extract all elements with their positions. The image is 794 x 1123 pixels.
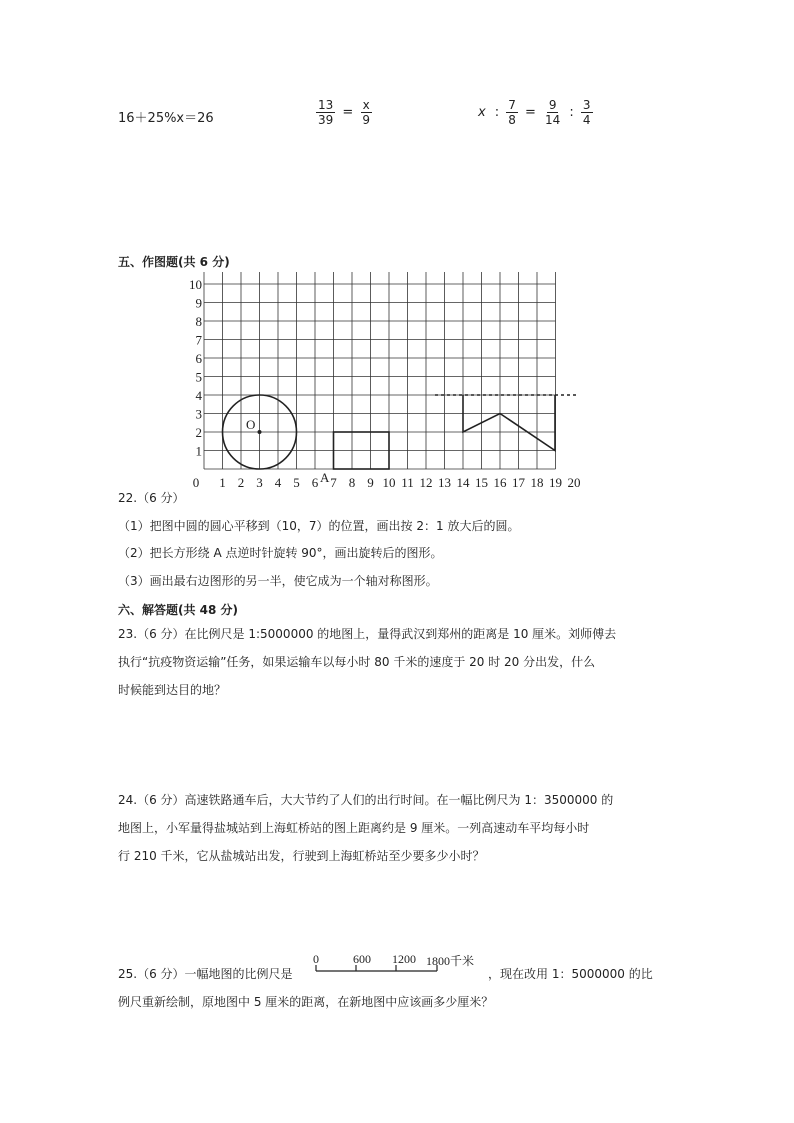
y-tick-label: 4 [195,388,202,403]
y-tick-label: 8 [195,314,202,329]
q23-line-1: 23.（6 分）在比例尺是 1:5000000 的地图上，量得武汉到郑州的距离是 10 厘米。刘师傅去 [118,627,617,641]
scale-label-600: 600 [353,952,371,966]
half-figure-shape [463,395,555,451]
q25-prefix: 25.（6 分）一幅地图的比例尺是 [118,967,293,981]
x-tick-label: 20 [567,475,581,490]
scale-bar [310,951,490,983]
equation-2 [316,98,372,127]
x-tick-label: 19 [549,475,562,490]
circle-center-dot [258,430,262,434]
x-tick-label: 2 [237,475,245,490]
x-tick-label: 7 [330,475,337,490]
q25-line-2: 例尺重新绘制，原地图中 5 厘米的距离，在新地图中应该画多少厘米？ [118,995,494,1009]
y-tick-label [189,272,202,274]
equation-1: 16＋25%x＝26 [118,111,214,126]
y-tick-label: 2 [195,425,202,440]
point-a-label: A [320,470,330,485]
equals-sign: = [342,105,354,120]
section-5-heading: 五、作图题(共 6 分) [118,255,230,269]
y-tick-label: 3 [195,406,202,422]
y-tick-label: 7 [195,332,202,348]
q22-item-1: （1）把图中圆的圆心平移到（10，7）的位置，画出按 2：1 放大后的圆。 [118,519,520,533]
q24-line-2: 地图上，小军量得盐城站到上海虹桥站的图上距离约是 9 厘米。一列高速动车平均每小时 [118,821,590,835]
q23-line-2: 执行“抗疫物资运输”任务，如果运输车以每小时 80 千米的速度于 20 时 20 分出发，什么 [118,655,596,669]
q25-suffix: ，现在改用 1：5000000 的比 [488,967,653,981]
equation-3: x : $\frac{7}{8}$ = $\frac{9}{14}$ : $\frac{3}{4}$ [478,98,591,127]
q22-item-3: （3）画出最右边图形的另一半，使它成为一个轴对称图形。 [118,574,438,588]
section-6-heading: 六、解答题(共 48 分) [118,603,239,617]
x-tick-label: 18 [530,475,544,490]
x-tick-label: 13 [438,475,451,490]
q22-item-2: （2）把长方形绕 A 点逆时针旋转 90°，画出旋转后的图形。 [118,546,443,560]
circle-center-label: O [246,417,256,432]
fraction-13-39: $\frac{13}{39}$ [318,98,334,127]
x-tick-label: 11 [401,475,414,490]
x-tick-label: 10 [382,475,396,490]
q24-line-3: 行 210 千米，它从盐城站出发，行驶到上海虹桥站至少要多少小时？ [118,849,485,863]
fraction-9-14: $\frac{9}{14}$ [545,98,561,127]
fraction-x-9: $\frac{x}{9}$ [362,98,371,127]
scale-label-1200: 1200 [392,952,416,966]
scale-label-0: 0 [313,952,319,966]
scale-label-1800: 1800千米 [426,954,475,968]
coordinate-grid [170,272,590,504]
y-tick-label: 6 [195,351,202,366]
y-tick-label: 5 [195,369,202,385]
x-tick-label: 12 [419,475,433,490]
q23-line-3: 时候能到达目的地？ [118,683,227,697]
x-tick-label: 4 [274,475,282,490]
x-tick-label: 6 [311,475,319,490]
q24-line-1: 24.（6 分）高速铁路通车后，大大节约了人们的出行时间。在一幅比例尺为 1：3500000 的 [118,793,614,807]
x-tick-label: 1 [219,475,226,490]
y-tick-label: 1 [195,443,202,459]
x-tick-label: 8 [348,475,356,490]
x-tick-label: 5 [293,475,300,490]
y-tick-label: 10 [189,277,202,292]
x-tick-label: 16 [493,475,507,490]
fraction-3-4: $\frac{3}{4}$ [582,98,591,127]
fraction-7-8: $\frac{7}{8}$ [508,98,516,127]
y-tick-label: 9 [195,295,202,311]
x-tick-label: 17 [512,475,525,490]
y-axis-labels [189,272,203,459]
x-axis-labels [193,475,581,490]
x-tick-label: 9 [367,475,374,490]
grid-lines [204,272,556,469]
x-tick-label: 14 [456,475,470,490]
q22-number: 22.（6 分） [118,491,185,505]
x-tick-label: 3 [256,475,263,490]
x-tick-label: 15 [475,475,488,490]
x-tick-label: 0 [192,475,200,490]
